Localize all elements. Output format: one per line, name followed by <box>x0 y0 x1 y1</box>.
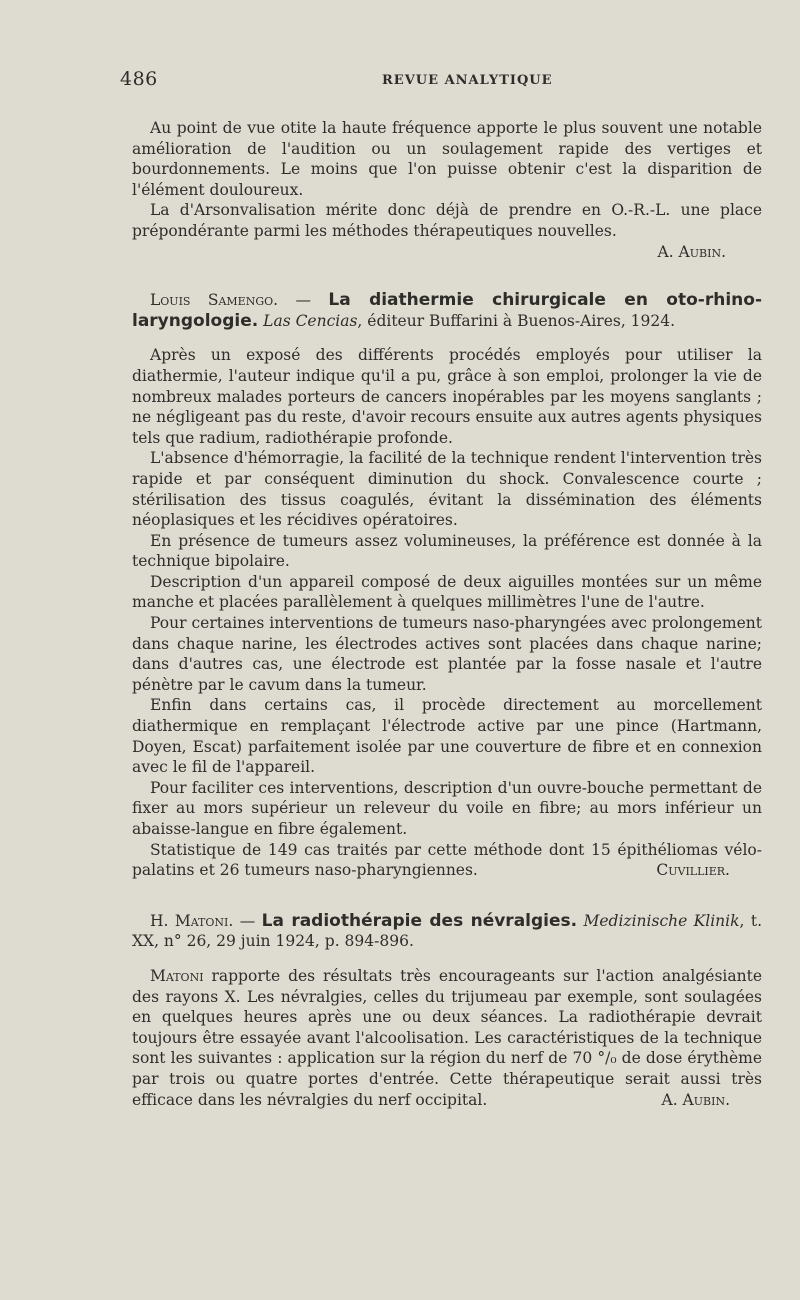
running-header <box>120 68 760 92</box>
paragraph: La d'Arsonvalisation mérite donc déjà de prendre en O.-R.-L. une place prépondérante parmi les méthodes thérapeutiques nouvelles. <box>132 201 762 240</box>
reviewer-signature: A. Aubin. <box>661 1090 730 1109</box>
article-title: La radiothérapie des névralgies. <box>261 910 578 931</box>
article-source: Las Cencias <box>263 311 358 330</box>
article-heading: Louis Samengo. — La diathermie chirurgicale en oto-rhino-laryngologie. Las Cencias, éditeur Buffarini à Buenos-Aires, 1924. <box>132 290 763 331</box>
reviewer-signature: Cuvillier. <box>656 861 730 880</box>
page-number: 486 <box>120 68 158 90</box>
paragraph: Matoni rapporte des résultats très encourageants sur l'action analgésiante des rayons X. Les névralgies, celles du trijumeau par exemple, sont soulagées en quelques heures après une ou deux séances. La radiothérapie devrait toujours être essayée avant l'alcoolisation. Les caractéristiques de la technique sont les suivantes : application sur la région du nerf de 70 °/₀ de dose érythème par trois ou quatre portes d'entrée. Cette thérapeutique serait aussi très efficace dans les névralgies du nerf occipital. A. Aubin. <box>132 966 762 1109</box>
paragraph: Pour faciliter ces interventions, description d'un ouvre-bouche permettant de fixer au mors supérieur un releveur du voile en fibre; au mors inférieur un abaisse-langue en fibre également. <box>132 778 762 838</box>
reviewer-signature: A. Aubin. <box>657 242 726 261</box>
article-author: Louis Samengo. <box>150 291 279 310</box>
journal-title: REVUE ANALYTIQUE <box>382 73 553 88</box>
article-heading: H. Matoni. — La radiothérapie des névralgies. Medizinische Klinik, t. XX, n° 26, 29 juin 1924, p. 894-896. <box>132 910 762 951</box>
paragraph: Pour certaines interventions de tumeurs naso-pharyngées avec prolongement dans chaque narine, les électrodes actives sont placées dans chaque narine; dans d'autres cas, une électrode est plantée par la fosse nasale et l'autre pénètre par le cavum dans la tumeur. <box>132 614 762 694</box>
body-text <box>132 118 762 1110</box>
paragraph: Après un exposé des différents procédés employés pour utiliser la diathermie, l'auteur indique qu'il a pu, grâce à son emploi, prolonger la vie de nombreux malades porteurs de cancers inopérables par les moyens sanglants ; ne négligeant pas du reste, d'avoir recours ensuite aux autres agents physiques tels que radium, radiothérapie profonde. <box>132 346 762 447</box>
paragraph: Statistique de 149 cas traités par cette méthode dont 15 épithéliomas vélo-palatins et 26 tumeurs naso-pharyngiennes. Cuvillier. <box>132 840 762 880</box>
article-title: La diathermie chirurgicale en oto-rhino-laryngologie. <box>132 290 763 331</box>
paragraph: En présence de tumeurs assez volumineuses, la préférence est donnée à la technique bipolaire. <box>132 531 762 571</box>
paragraph: Enfin dans certains cas, il procède directement au morcellement diathermique en remplaçant l'électrode active par une pince (Hartmann, Doyen, Escat) parfaitement isolée par une couverture de fibre et en connexion avec le fil de l'appareil. <box>132 696 762 777</box>
author-lead: Matoni <box>150 966 204 985</box>
article-author: H. Matoni. <box>150 911 234 930</box>
paragraph: Description d'un appareil composé de deux aiguilles montées sur un même manche et placées parallèlement à quelques millimètres l'une de l'autre. <box>132 572 762 612</box>
article-source: Medizinische Klinik <box>583 911 740 930</box>
paragraph: L'absence d'hémorragie, la facilité de la technique rendent l'intervention très rapide et par conséquent diminution du shock. Convalescence courte ; stérilisation des tissus coagulés, évitant la dissémination des éléments néoplasiques et les récidives opératoires. <box>132 449 762 530</box>
paragraph: Au point de vue otite la haute fréquence apporte le plus souvent une notable amélioration de l'audition ou un soulagement rapide des vertiges et bourdonnements. Le moins que l'on puisse obtenir c'est la disparition de l'élément douloureux. <box>132 119 762 199</box>
